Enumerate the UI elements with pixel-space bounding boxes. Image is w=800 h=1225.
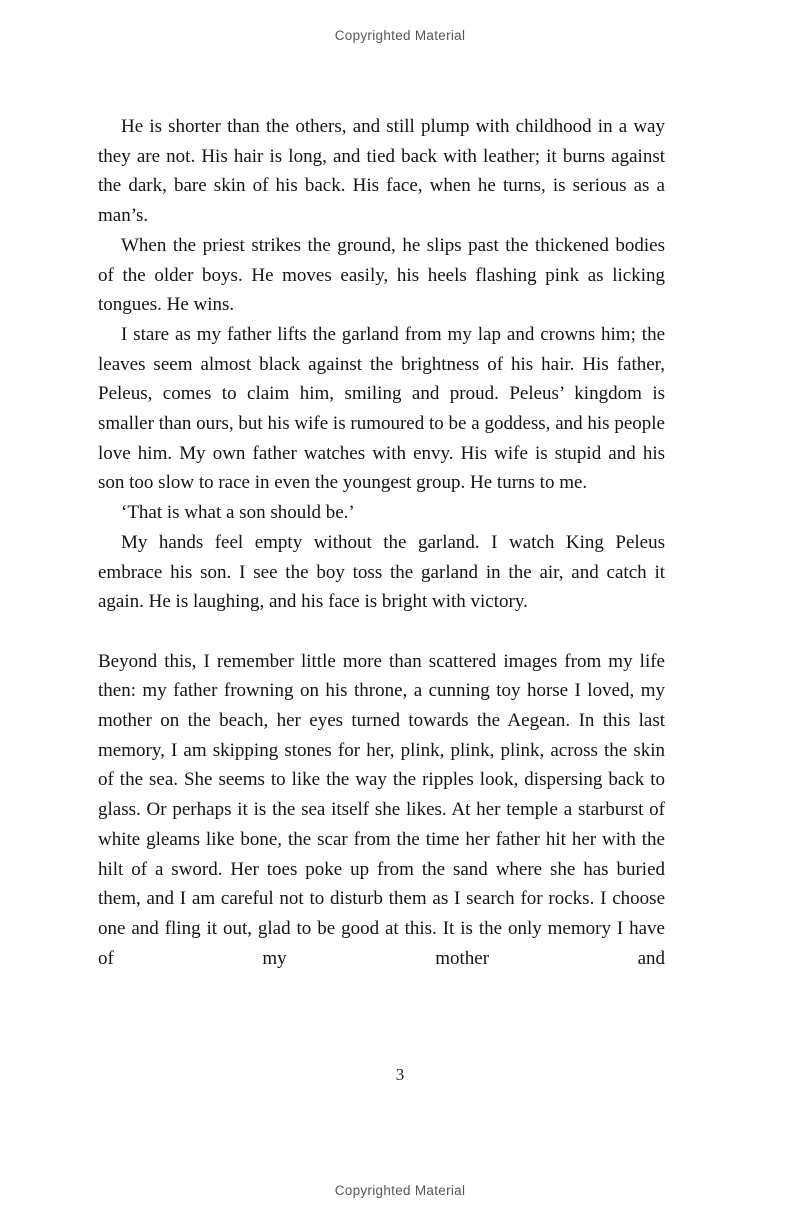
paragraph: When the priest strikes the ground, he slips past the thickened bodies of the older boys. He moves easily, his heels flashing pink as licking tongues. He wins. (98, 234, 665, 316)
paragraph: He is shorter than the others, and still plump with childhood in a way they are not. His hair is long, and tied back with leather; it burns against the dark, bare skin of his back. His face, when he turns, is serious as a man’s. (98, 116, 665, 227)
paragraph: I stare as my father lifts the garland from my lap and crowns him; the leaves seem almost black against the brightness of his hair. His father, Peleus, comes to claim him, smiling and proud. Peleus’ kingdom is smaller than ours, but his wife is rumoured to be a goddess, and his people love him. My own father watches with envy. His wife is stupid and his son too slow to race in even the youngest group. He turns to me. (98, 323, 665, 494)
page-number: 3 (395, 1065, 405, 1084)
copyright-watermark-top: Copyrighted Material (334, 28, 466, 43)
paragraph: Beyond this, I remember little more than scattered images from my life then: my father frowning on his throne, a cunning toy horse I loved, my mother on the beach, her eyes turned towards the Aegean. In this last memory, I am skipping stones for her, plink, plink, plink, across the skin of the sea. She seems to like the way the ripples look, dispersing back to glass. Or perhaps it is the sea itself she likes. At her temple a starburst of white gleams like bone, the scar from the time her father hit her with the hilt of a sword. Her toes poke up from the sand where she has buried them, and I am careful not to disturb them as I search for rocks. I choose one and fling it out, glad to be good at this. It is the only memory I have of my mother and (98, 650, 665, 969)
copyright-watermark-bottom: Copyrighted Material (334, 1183, 466, 1198)
paragraph: My hands feel empty without the garland. I watch King Peleus embrace his son. I see the boy toss the garland in the air, and catch it again. He is laughing, and his face is bright with victory. (98, 531, 665, 613)
page-text (98, 112, 665, 973)
paragraph-dialogue: ‘That is what a son should be.’ (121, 502, 355, 524)
